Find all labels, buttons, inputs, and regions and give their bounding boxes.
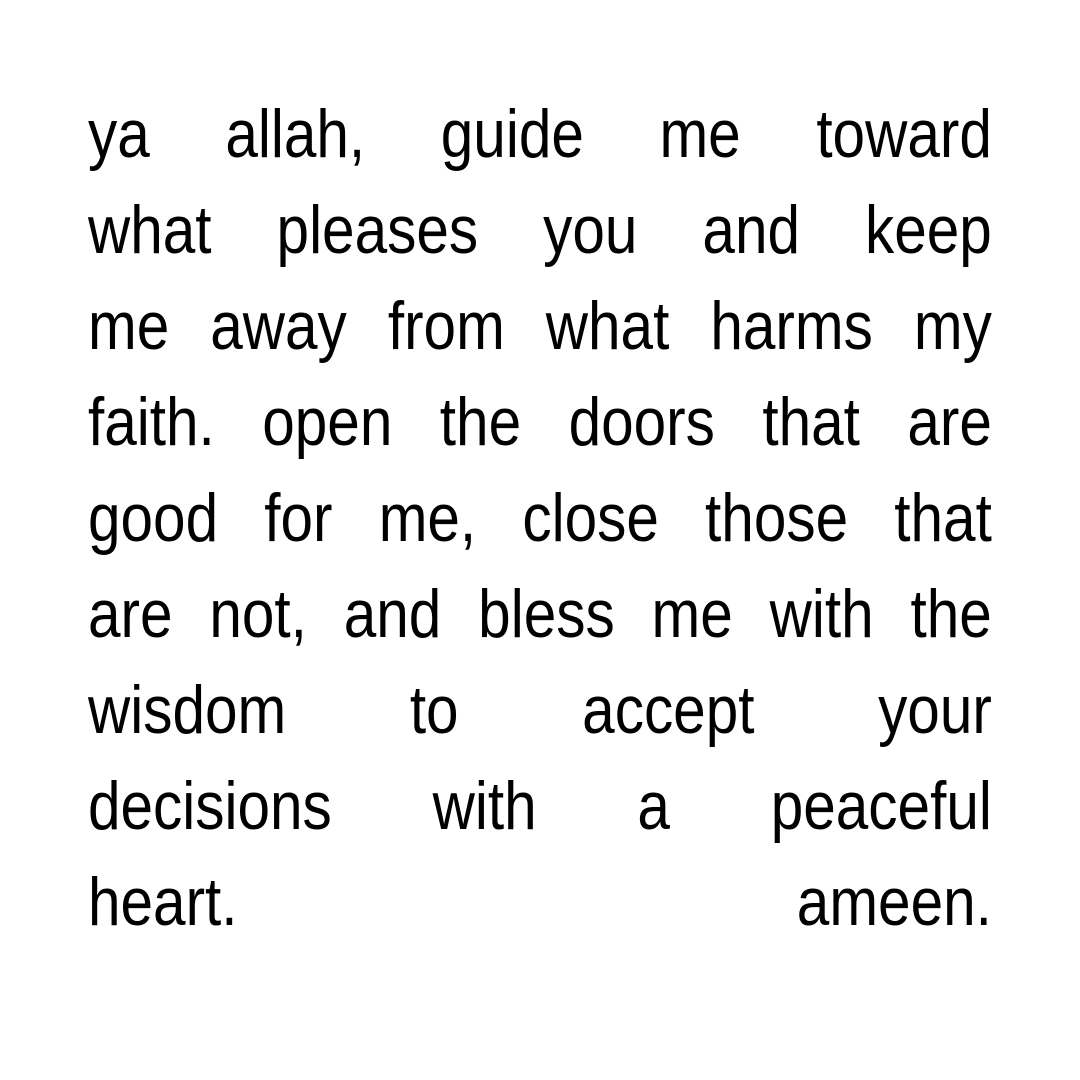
quote-word: are [907, 384, 992, 460]
quote-word: harms [710, 288, 873, 364]
quote-word: for [264, 480, 333, 556]
quote-word: your [878, 672, 992, 748]
quote-line [88, 278, 992, 374]
quote-word: guide [440, 96, 584, 172]
quote-line [88, 374, 992, 470]
quote-word: decisions [88, 768, 332, 844]
quote-word: open [262, 384, 393, 460]
prayer-quote-text [88, 86, 992, 950]
quote-word: faith. [88, 384, 215, 460]
quote-word: my [913, 288, 992, 364]
quote-word: the [439, 384, 522, 460]
quote-word: doors [568, 384, 715, 460]
quote-word: that [894, 480, 992, 556]
quote-word: toward [816, 96, 992, 172]
quote-word: away [210, 288, 347, 364]
quote-word: me [659, 96, 741, 172]
quote-word: heart. [88, 864, 238, 940]
quote-word: with [769, 576, 874, 652]
quote-word: with [432, 768, 537, 844]
quote-word: ameen. [796, 864, 992, 940]
quote-word: me, [378, 480, 477, 556]
quote-line [88, 758, 992, 854]
quote-word: what [88, 192, 212, 268]
quote-word: bless [478, 576, 615, 652]
quote-word: you [543, 192, 638, 268]
quote-word: and [702, 192, 801, 268]
quote-word: pleases [276, 192, 479, 268]
quote-word: those [705, 480, 849, 556]
quote-word: me [651, 576, 733, 652]
quote-word: good [88, 480, 219, 556]
quote-word: a [637, 768, 670, 844]
quote-word: peaceful [770, 768, 992, 844]
quote-word: and [343, 576, 442, 652]
quote-word: allah, [225, 96, 366, 172]
quote-line [88, 470, 992, 566]
quote-word: not, [209, 576, 307, 652]
quote-word: are [88, 576, 173, 652]
quote-word: ya [88, 96, 150, 172]
quote-word: from [387, 288, 505, 364]
quote-line [88, 566, 992, 662]
quote-word: accept [582, 672, 755, 748]
quote-word: what [545, 288, 670, 364]
quote-word: wisdom [88, 672, 287, 748]
quote-line [88, 86, 992, 182]
quote-word: that [762, 384, 860, 460]
quote-line [88, 854, 992, 950]
quote-word: to [409, 672, 459, 748]
quote-word: keep [865, 192, 992, 268]
quote-word: me [88, 288, 170, 364]
quote-word: the [910, 576, 992, 652]
quote-line [88, 182, 992, 278]
quote-word: close [522, 480, 659, 556]
quote-line [88, 662, 992, 758]
